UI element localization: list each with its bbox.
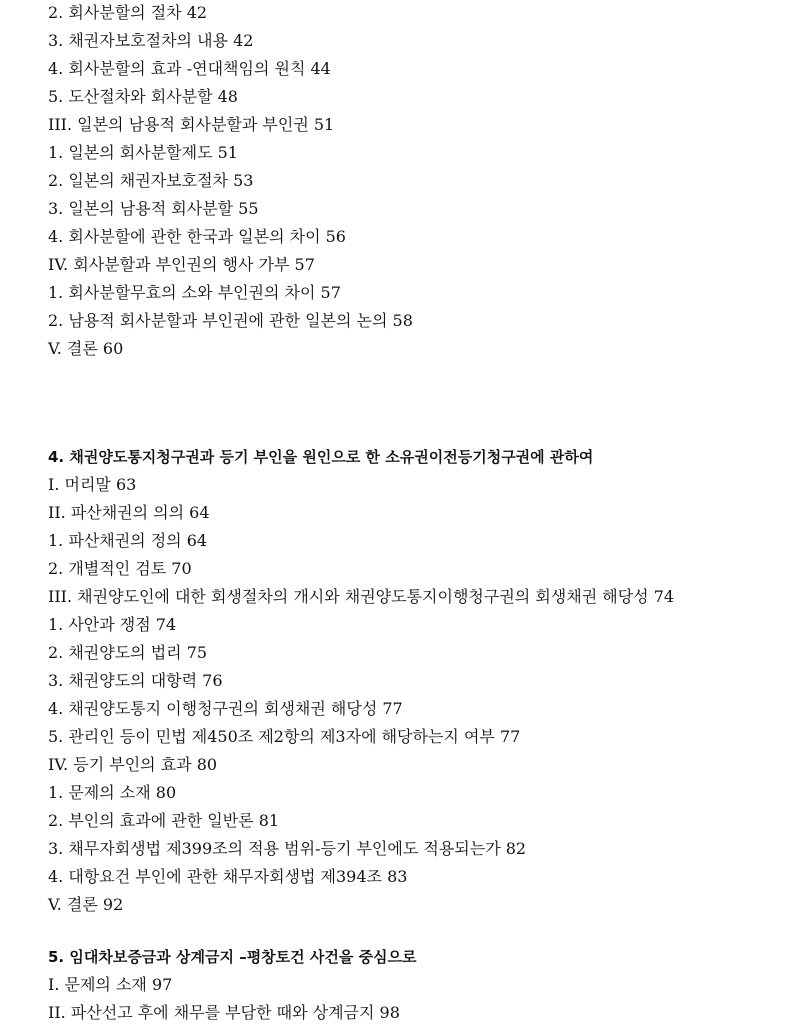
toc-entry: 2. 개별적인 검토 70: [48, 559, 192, 578]
toc-entry: 2. 남용적 회사분할과 부인권에 관한 일본의 논의 58: [48, 311, 413, 330]
toc-entry: 2. 부인의 효과에 관한 일반론 81: [48, 811, 280, 830]
toc-entry: IV. 회사분할과 부인권의 행사 가부 57: [48, 255, 315, 274]
section-title: 4. 채권양도통지청구권과 등기 부인을 원인으로 한 소유권이전등기청구권에 관하여: [48, 448, 594, 466]
toc-entry: 5. 관리인 등이 민법 제450조 제2항의 제3자에 해당하는지 여부 77: [48, 727, 521, 746]
toc-block-1: [48, 0, 778, 364]
toc-entry: 3. 채권자보호절차의 내용 42: [48, 31, 254, 50]
toc-entry: 2. 일본의 채권자보호절차 53: [48, 171, 254, 190]
toc-entry: 4. 대항요건 부인에 관한 채무자회생법 제394조 83: [48, 867, 408, 886]
toc-entry: 3. 채무자회생법 제399조의 적용 범위-등기 부인에도 적용되는가 82: [48, 839, 527, 858]
toc-entry: IV. 등기 부인의 효과 80: [48, 755, 218, 774]
table-of-contents: [48, 0, 778, 1028]
toc-entry: 4. 채권양도통지 이행청구권의 회생채권 해당성 77: [48, 699, 403, 718]
toc-entry: V. 결론 92: [48, 895, 124, 914]
toc-entry: III. 채권양도인에 대한 회생절차의 개시와 채권양도통지이행청구권의 회생채권 해당성 74: [48, 587, 675, 606]
toc-entry: 1. 문제의 소재 80: [48, 783, 177, 802]
toc-entry: 1. 파산채권의 정의 64: [48, 531, 208, 550]
section-title: 5. 임대차보증금과 상계금지 –평창토건 사건을 중심으로: [48, 948, 417, 966]
toc-section-4: [48, 444, 778, 920]
toc-entry: 3. 일본의 남용적 회사분할 55: [48, 199, 259, 218]
toc-entry: 1. 사안과 쟁점 74: [48, 615, 177, 634]
toc-entry: I. 머리말 63: [48, 475, 137, 494]
toc-entry: 2. 채권양도의 법리 75: [48, 643, 208, 662]
spacer: [48, 364, 778, 444]
toc-entry: 2. 회사분할의 절차 42: [48, 3, 208, 22]
toc-entry: 1. 일본의 회사분할제도 51: [48, 143, 238, 162]
toc-entry: 4. 회사분할의 효과 -연대책임의 원칙 44: [48, 59, 331, 78]
toc-entry: II. 파산채권의 의의 64: [48, 503, 210, 522]
toc-entry: 5. 도산절차와 회사분할 48: [48, 87, 238, 106]
toc-entry: 4. 회사분할에 관한 한국과 일본의 차이 56: [48, 227, 346, 246]
toc-entry: V. 결론 60: [48, 339, 124, 358]
toc-section-5: [48, 944, 778, 1028]
toc-entry: 3. 채권양도의 대항력 76: [48, 671, 223, 690]
toc-entry: III. 일본의 남용적 회사분할과 부인권 51: [48, 115, 335, 134]
toc-entry: I. 문제의 소재 97: [48, 975, 173, 994]
toc-entry: 1. 회사분할무효의 소와 부인권의 차이 57: [48, 283, 341, 302]
toc-entry: II. 파산선고 후에 채무를 부담한 때와 상계금지 98: [48, 1003, 400, 1022]
spacer: [48, 920, 778, 944]
